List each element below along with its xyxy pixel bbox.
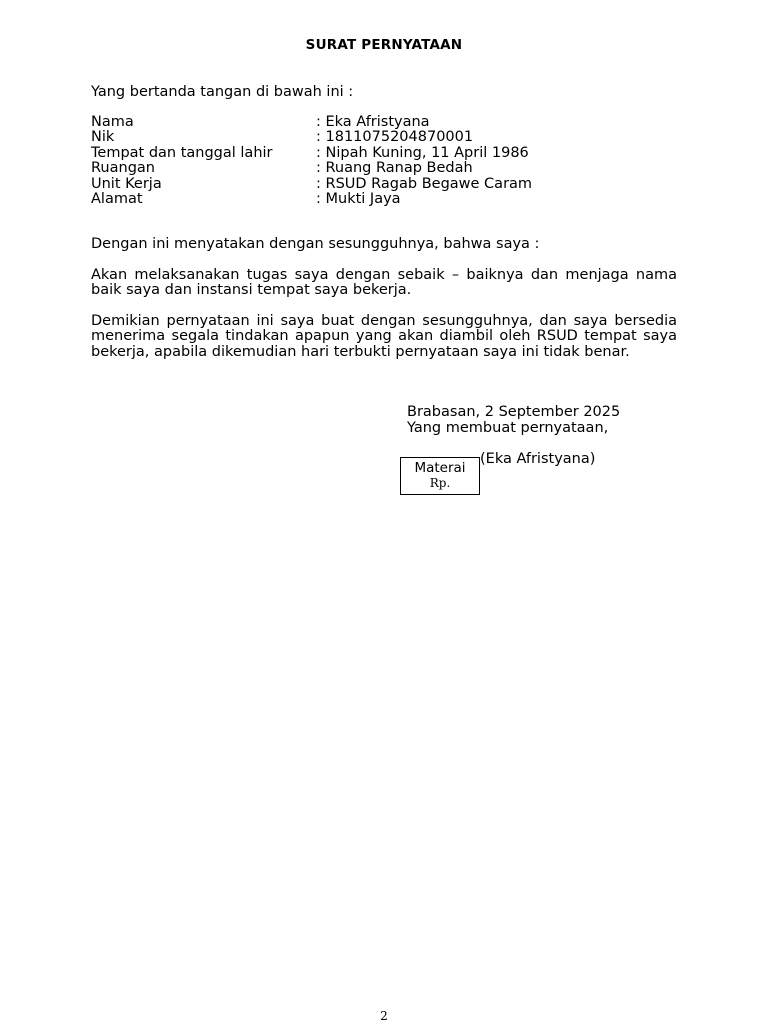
field-value: : Ruang Ranap Bedah <box>316 160 473 177</box>
field-label: Nama <box>91 114 134 130</box>
field-value: : 1811075204870001 <box>316 129 474 146</box>
statement-closing: Demikian pernyataan ini saya buat dengan sesungguhnya, dan saya bersedia menerima segala tindakan apapun yang akan diambil oleh RSUD tempat saya bekerja, apabila dikemudian hari terbukti pernyataan saya ini tidak benar. <box>91 313 677 360</box>
field-label: Tempat dan tanggal lahir <box>91 144 273 161</box>
field-value: : Nipah Kuning, 11 April 1986 <box>316 144 529 161</box>
statement-intro: Dengan ini menyatakan dengan sesungguhnya, bahwa saya : <box>91 236 540 252</box>
stamp-label: Materai <box>414 460 466 476</box>
page-number: 2 <box>380 1009 388 1023</box>
signature-place-date: Brabasan, 2 September 2025 <box>407 404 621 420</box>
identity-fields <box>91 115 532 207</box>
field-row-unit-kerja <box>91 177 532 192</box>
document-title: SURAT PERNYATAAN <box>305 37 463 53</box>
intro-text: Yang bertanda tangan di bawah ini : <box>91 84 354 100</box>
field-row-nama <box>91 115 532 130</box>
stamp-amount: Rp. <box>429 476 451 490</box>
stamp-duty-box <box>400 457 480 495</box>
field-label: Ruangan <box>91 160 155 177</box>
signature-role: Yang membuat pernyataan, <box>407 420 609 436</box>
field-row-ruangan <box>91 161 532 176</box>
field-value: : RSUD Ragab Begawe Caram <box>316 175 533 192</box>
statement-body: Akan melaksanakan tugas saya dengan sebaik – baiknya dan menjaga nama baik saya dan instansi tempat saya bekerja. <box>91 267 677 299</box>
field-row-alamat <box>91 192 532 207</box>
field-value: : Eka Afristyana <box>316 114 430 130</box>
field-row-nik <box>91 130 532 145</box>
field-label: Nik <box>91 129 115 146</box>
field-label: Alamat <box>91 190 143 207</box>
field-value: : Mukti Jaya <box>316 190 401 207</box>
field-row-birth <box>91 146 532 161</box>
signature-name: (Eka Afristyana) <box>480 451 596 467</box>
field-label: Unit Kerja <box>91 175 162 192</box>
